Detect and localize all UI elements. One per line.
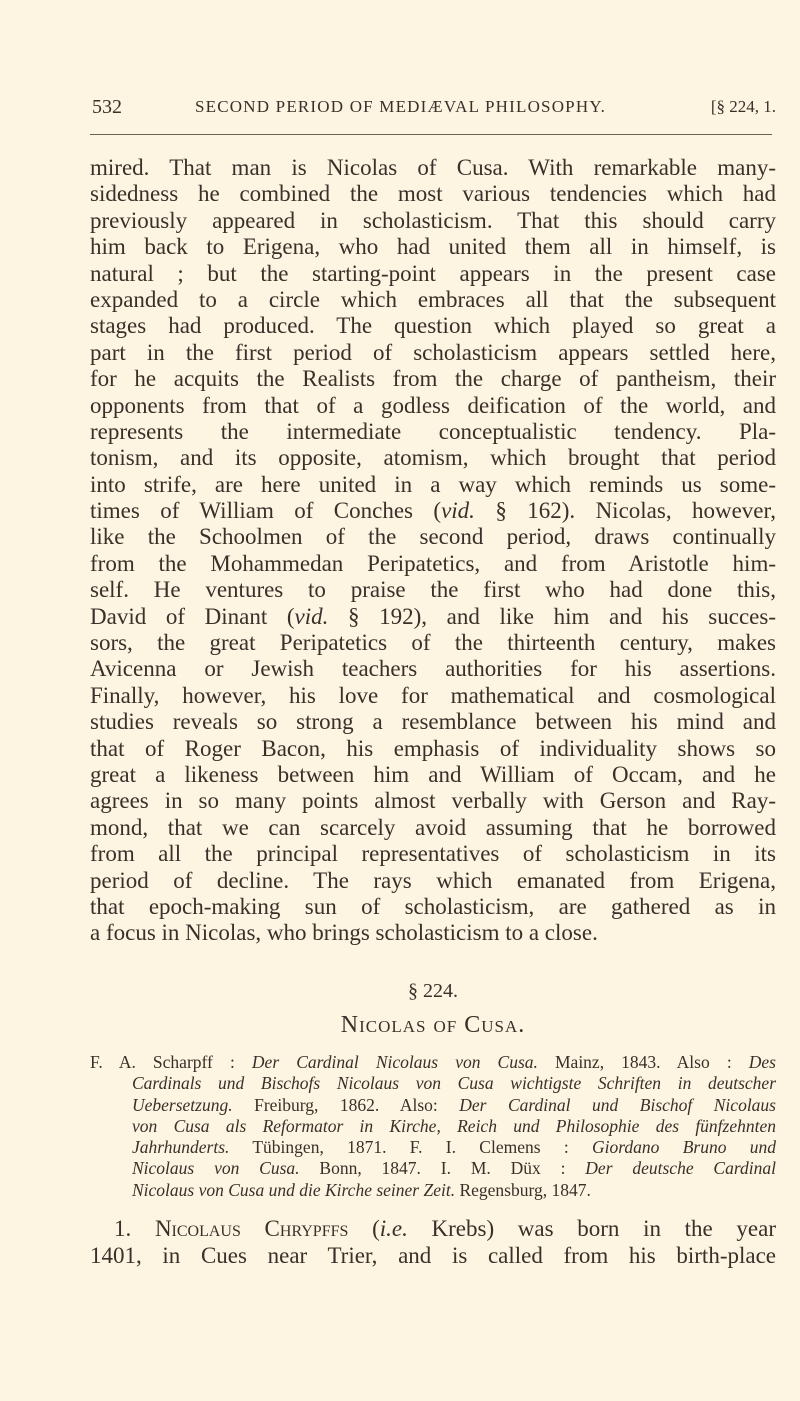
text-line [90,261,776,287]
italic-run: von Cusa als Reformator in Kirche, Reich und Philosophie des fünfzehnten [132,1115,776,1136]
italic-run: Der Cardinal Nicolaus von Cusa. [251,1052,538,1072]
italic-run: Der Cardinal und Bischof Nicolaus [459,1094,776,1115]
text-run: that of Roger Bacon, his emphasis of individuality shows so [90,735,776,761]
text-line [90,1242,776,1269]
text-line [90,1052,776,1073]
header-rule [90,134,772,135]
text-line [90,551,776,577]
text-run: from the Mohammedan Peripatetics, and from Aristotle him- [90,550,776,576]
text-run: studies reveals so strong a resemblance between his mind and [90,709,776,735]
section-reference: [§ 224, 1. [710,97,776,116]
text-line [90,181,776,207]
text-run: Krebs) was born in the year [407,1216,777,1241]
text-line [90,709,776,735]
small-caps-run: Nicolaus Chrypffs [154,1216,349,1241]
text-run: period of decline. The rays which emanated from Erigena, [90,867,776,893]
text-line [90,366,776,392]
italic-run: i.e. [379,1216,408,1241]
text-run: represents the intermediate conceptualistic tendency. Pla- [90,418,776,444]
text-line [90,287,776,313]
italic-run: Des [748,1052,776,1072]
text-line [90,498,776,524]
italic-run: Uebersetzung. [132,1094,233,1115]
text-run: Freiburg, 1862. Also: [232,1094,460,1115]
italic-run: Nicolaus von Cusa. [132,1158,300,1179]
text-line [132,1095,776,1116]
page-number: 532 [92,96,122,118]
text-run: ( [348,1216,380,1241]
text-line [90,868,776,894]
text-line [90,234,776,260]
text-line [90,815,776,841]
text-line [90,656,776,682]
bibliography [90,1052,776,1201]
text-run: tonism, and its opposite, atomism, which brought that period [90,445,776,471]
italic-run: vid. [294,603,329,629]
text-line [90,736,776,762]
text-line [90,630,776,656]
text-run: Avicenna or Jewish teachers authorities for his assertions. [90,656,776,682]
text-run: previously appeared in scholasticism. That this should carry [90,207,776,233]
text-line [90,841,776,867]
text-line [90,393,776,419]
text-run: mond, that we can scarcely avoid assuming that he borrowed [90,814,776,840]
text-line [90,894,776,920]
text-run: Regensburg, 1847. [455,1179,591,1200]
section-number: § 224. [408,980,458,1002]
text-line [90,472,776,498]
text-run: § 162). Nicolas, however, [474,498,776,524]
text-run: 1401, in Cues near Trier, and is called from his birth-place [90,1243,776,1268]
text-run: agrees in so many points almost verbally with Gerson and Ray- [90,788,776,814]
text-run: David of Dinant ( [90,603,295,629]
text-run: into strife, are here united in a way which reminds us some- [90,471,776,497]
text-line [132,1073,776,1094]
text-line [90,340,776,366]
italic-run: Der deutsche Cardinal [585,1158,776,1179]
italic-run: vid. [441,498,475,524]
italic-run: Nicolaus von Cusa und die Kirche seiner Zeit. [132,1179,456,1200]
text-run: sors, the great Peripatetics of the thirteenth century, makes [90,630,776,656]
text-run: a focus in Nicolas, who brings scholasticism to a close. [90,920,598,946]
text-run: natural ; but the starting-point appears in the present case [90,260,776,286]
text-line [90,208,776,234]
text-run: stages had produced. The question which played so great a [90,313,776,339]
text-line [90,155,776,181]
text-line [132,1158,776,1179]
text-run: part in the first period of scholasticism appears settled here, [90,339,776,365]
text-line [90,683,776,709]
text-run: opponents from that of a godless deification of the world, and [90,392,776,418]
text-run: him back to Erigena, who had united them all in himself, is [90,234,776,260]
text-run: 1. [114,1216,155,1241]
text-line [90,524,776,550]
text-line [90,313,776,339]
text-run: for he acquits the Realists from the charge of pantheism, their [90,366,776,392]
text-line [90,419,776,445]
text-line [132,1137,776,1158]
text-run: § 192), and like him and his succes- [328,603,776,629]
running-head-title: SECOND PERIOD OF MEDIÆVAL PHILOSOPHY. [195,97,607,116]
text-line [90,788,776,814]
section-title: Nicolas of Cusa. [340,1012,526,1038]
text-run: Bonn, 1847. I. M. Düx : [299,1158,586,1179]
body-text [90,155,776,947]
italic-run: Giordano Bruno und [591,1137,776,1158]
text-line [90,604,776,630]
text-run: that epoch-making sun of scholasticism, are gathered as in [90,893,776,919]
text-run: Tübingen, 1871. F. I. Clemens : [229,1137,592,1158]
text-line [90,762,776,788]
paragraph-1 [90,1215,776,1269]
text-line [90,920,776,946]
text-line [90,577,776,603]
text-run: times of William of Conches ( [90,498,442,524]
text-run: F. A. Scharpff : [90,1052,252,1072]
text-run: mired. That man is Nicolas of Cusa. With remarkable many- [90,155,776,180]
text-run: Mainz, 1843. Also : [537,1052,749,1072]
text-run: great a likeness between him and William of Occam, and he [90,761,776,787]
text-run: self. He ventures to praise the first who had done this, [90,577,776,603]
italic-run: Cardinals und Bischofs Nicolaus von Cusa wichtigste Schriften in deutscher [132,1073,776,1094]
text-run: Finally, however, his love for mathematical and cosmological [90,682,776,708]
text-run: from all the principal representatives of scholasticism in its [90,841,776,867]
text-line [132,1116,776,1137]
italic-run: Jahrhunderts. [132,1137,230,1158]
text-line [132,1180,776,1201]
text-run: sidedness he combined the most various tendencies which had [90,181,776,207]
text-line [114,1215,776,1242]
text-run: like the Schoolmen of the second period, draws continually [90,524,776,550]
text-line [90,445,776,471]
text-run: expanded to a circle which embraces all that the subsequent [90,286,776,312]
running-header [90,94,776,120]
